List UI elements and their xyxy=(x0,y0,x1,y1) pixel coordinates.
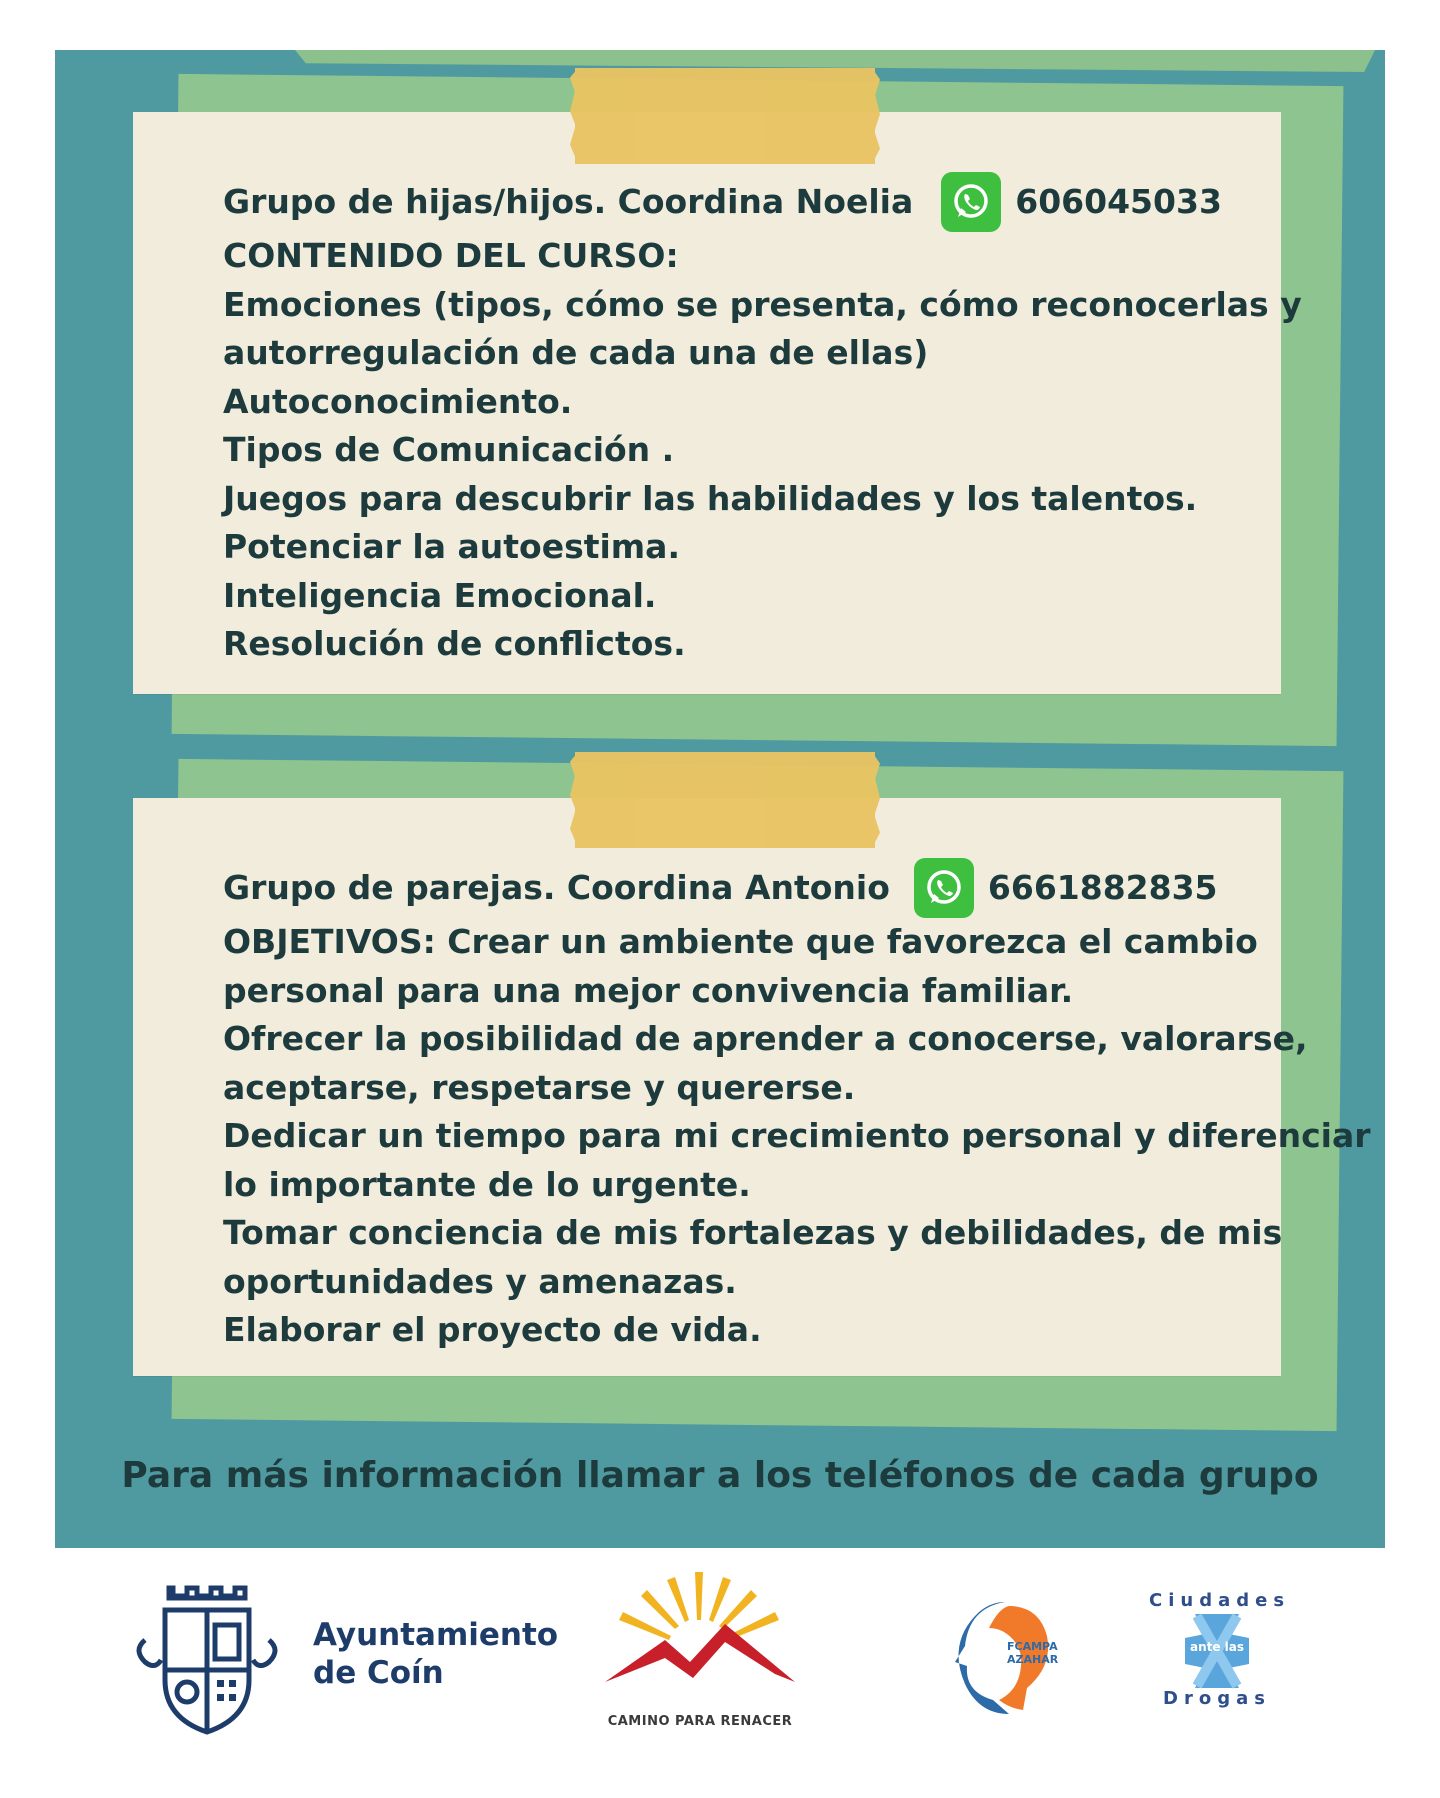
group-card xyxy=(133,798,1371,1376)
content-line: autorregulación de cada una de ellas) xyxy=(223,333,929,372)
group-title: Grupo de parejas. Coordina Antonio xyxy=(223,867,890,907)
whatsapp-icon[interactable] xyxy=(941,172,1001,232)
ciudades-logo xyxy=(1137,1576,1297,1726)
tape xyxy=(575,68,875,164)
content-line: Emociones (tipos, cómo se presenta, cómo reconocerlas y xyxy=(223,284,1302,324)
poster xyxy=(55,50,1385,1755)
fcampa-logo xyxy=(945,1592,1065,1722)
coat-of-arms-icon xyxy=(127,1580,287,1740)
group-card xyxy=(133,112,1302,694)
phone-number[interactable]: 606045033 xyxy=(1015,181,1222,221)
camino-text: CAMINO PARA RENACER xyxy=(607,1714,793,1729)
content-line: Potenciar la autoestima. xyxy=(223,527,680,566)
card-text xyxy=(133,172,1302,669)
content-line: lo importante de lo urgente. xyxy=(223,1164,751,1204)
logos-bar xyxy=(55,1548,1385,1755)
ayuntamiento-logo xyxy=(127,1580,287,1740)
ciudades-middle-text: ante las xyxy=(1189,1640,1245,1654)
content-line: personal para una mejor convivencia familiar. xyxy=(223,970,1074,1010)
sun-mountain-icon xyxy=(595,1562,805,1712)
content-line: Resolución de conflictos. xyxy=(223,624,686,663)
camino-logo xyxy=(595,1562,805,1747)
phone-number[interactable]: 6661882835 xyxy=(987,867,1218,907)
content-line: Elaborar el proyecto de vida. xyxy=(223,1310,762,1349)
fcampa-text xyxy=(1007,1640,1058,1666)
content-line: Autoconocimiento. xyxy=(223,381,573,421)
group-title: Grupo de hijas/hijos. Coordina Noelia xyxy=(223,181,914,221)
ayuntamiento-line: Ayuntamiento xyxy=(313,1617,559,1653)
content-line: aceptarse, respetarse y quererse. xyxy=(223,1067,856,1107)
ciudades-bottom-text: Drogas xyxy=(1163,1688,1271,1709)
group-header xyxy=(223,858,1281,918)
content-line: Ofrecer la posibilidad de aprender a conocerse, valorarse, xyxy=(223,1019,1308,1058)
content-line: CONTENIDO DEL CURSO: xyxy=(223,236,679,275)
fcampa-line: AZAHAR xyxy=(1007,1653,1059,1666)
fcampa-line: FCAMPA xyxy=(1007,1640,1058,1653)
ayuntamiento-line: de Coín xyxy=(313,1655,444,1691)
card-text xyxy=(133,858,1371,1355)
content-line: oportunidades y amenazas. xyxy=(223,1261,737,1301)
content-line: OBJETIVOS: Crear un ambiente que favorezca el cambio xyxy=(223,922,1258,961)
content-line: Tomar conciencia de mis fortalezas y debilidades, de mis xyxy=(223,1213,1283,1252)
content-line: Juegos para descubrir las habilidades y los talentos. xyxy=(223,478,1198,518)
info-footer: Para más información llamar a los teléfonos de cada grupo xyxy=(121,1455,1319,1496)
tape xyxy=(575,752,875,848)
content-line: Tipos de Comunicación . xyxy=(223,430,675,469)
content-line: Dedicar un tiempo para mi crecimiento personal y diferenciar xyxy=(223,1116,1371,1155)
ciudades-top-text: Ciudades xyxy=(1149,1590,1291,1611)
content-line: Inteligencia Emocional. xyxy=(223,575,657,615)
whatsapp-icon[interactable] xyxy=(914,858,974,918)
ayuntamiento-text xyxy=(313,1616,558,1692)
group-header xyxy=(223,172,1281,232)
